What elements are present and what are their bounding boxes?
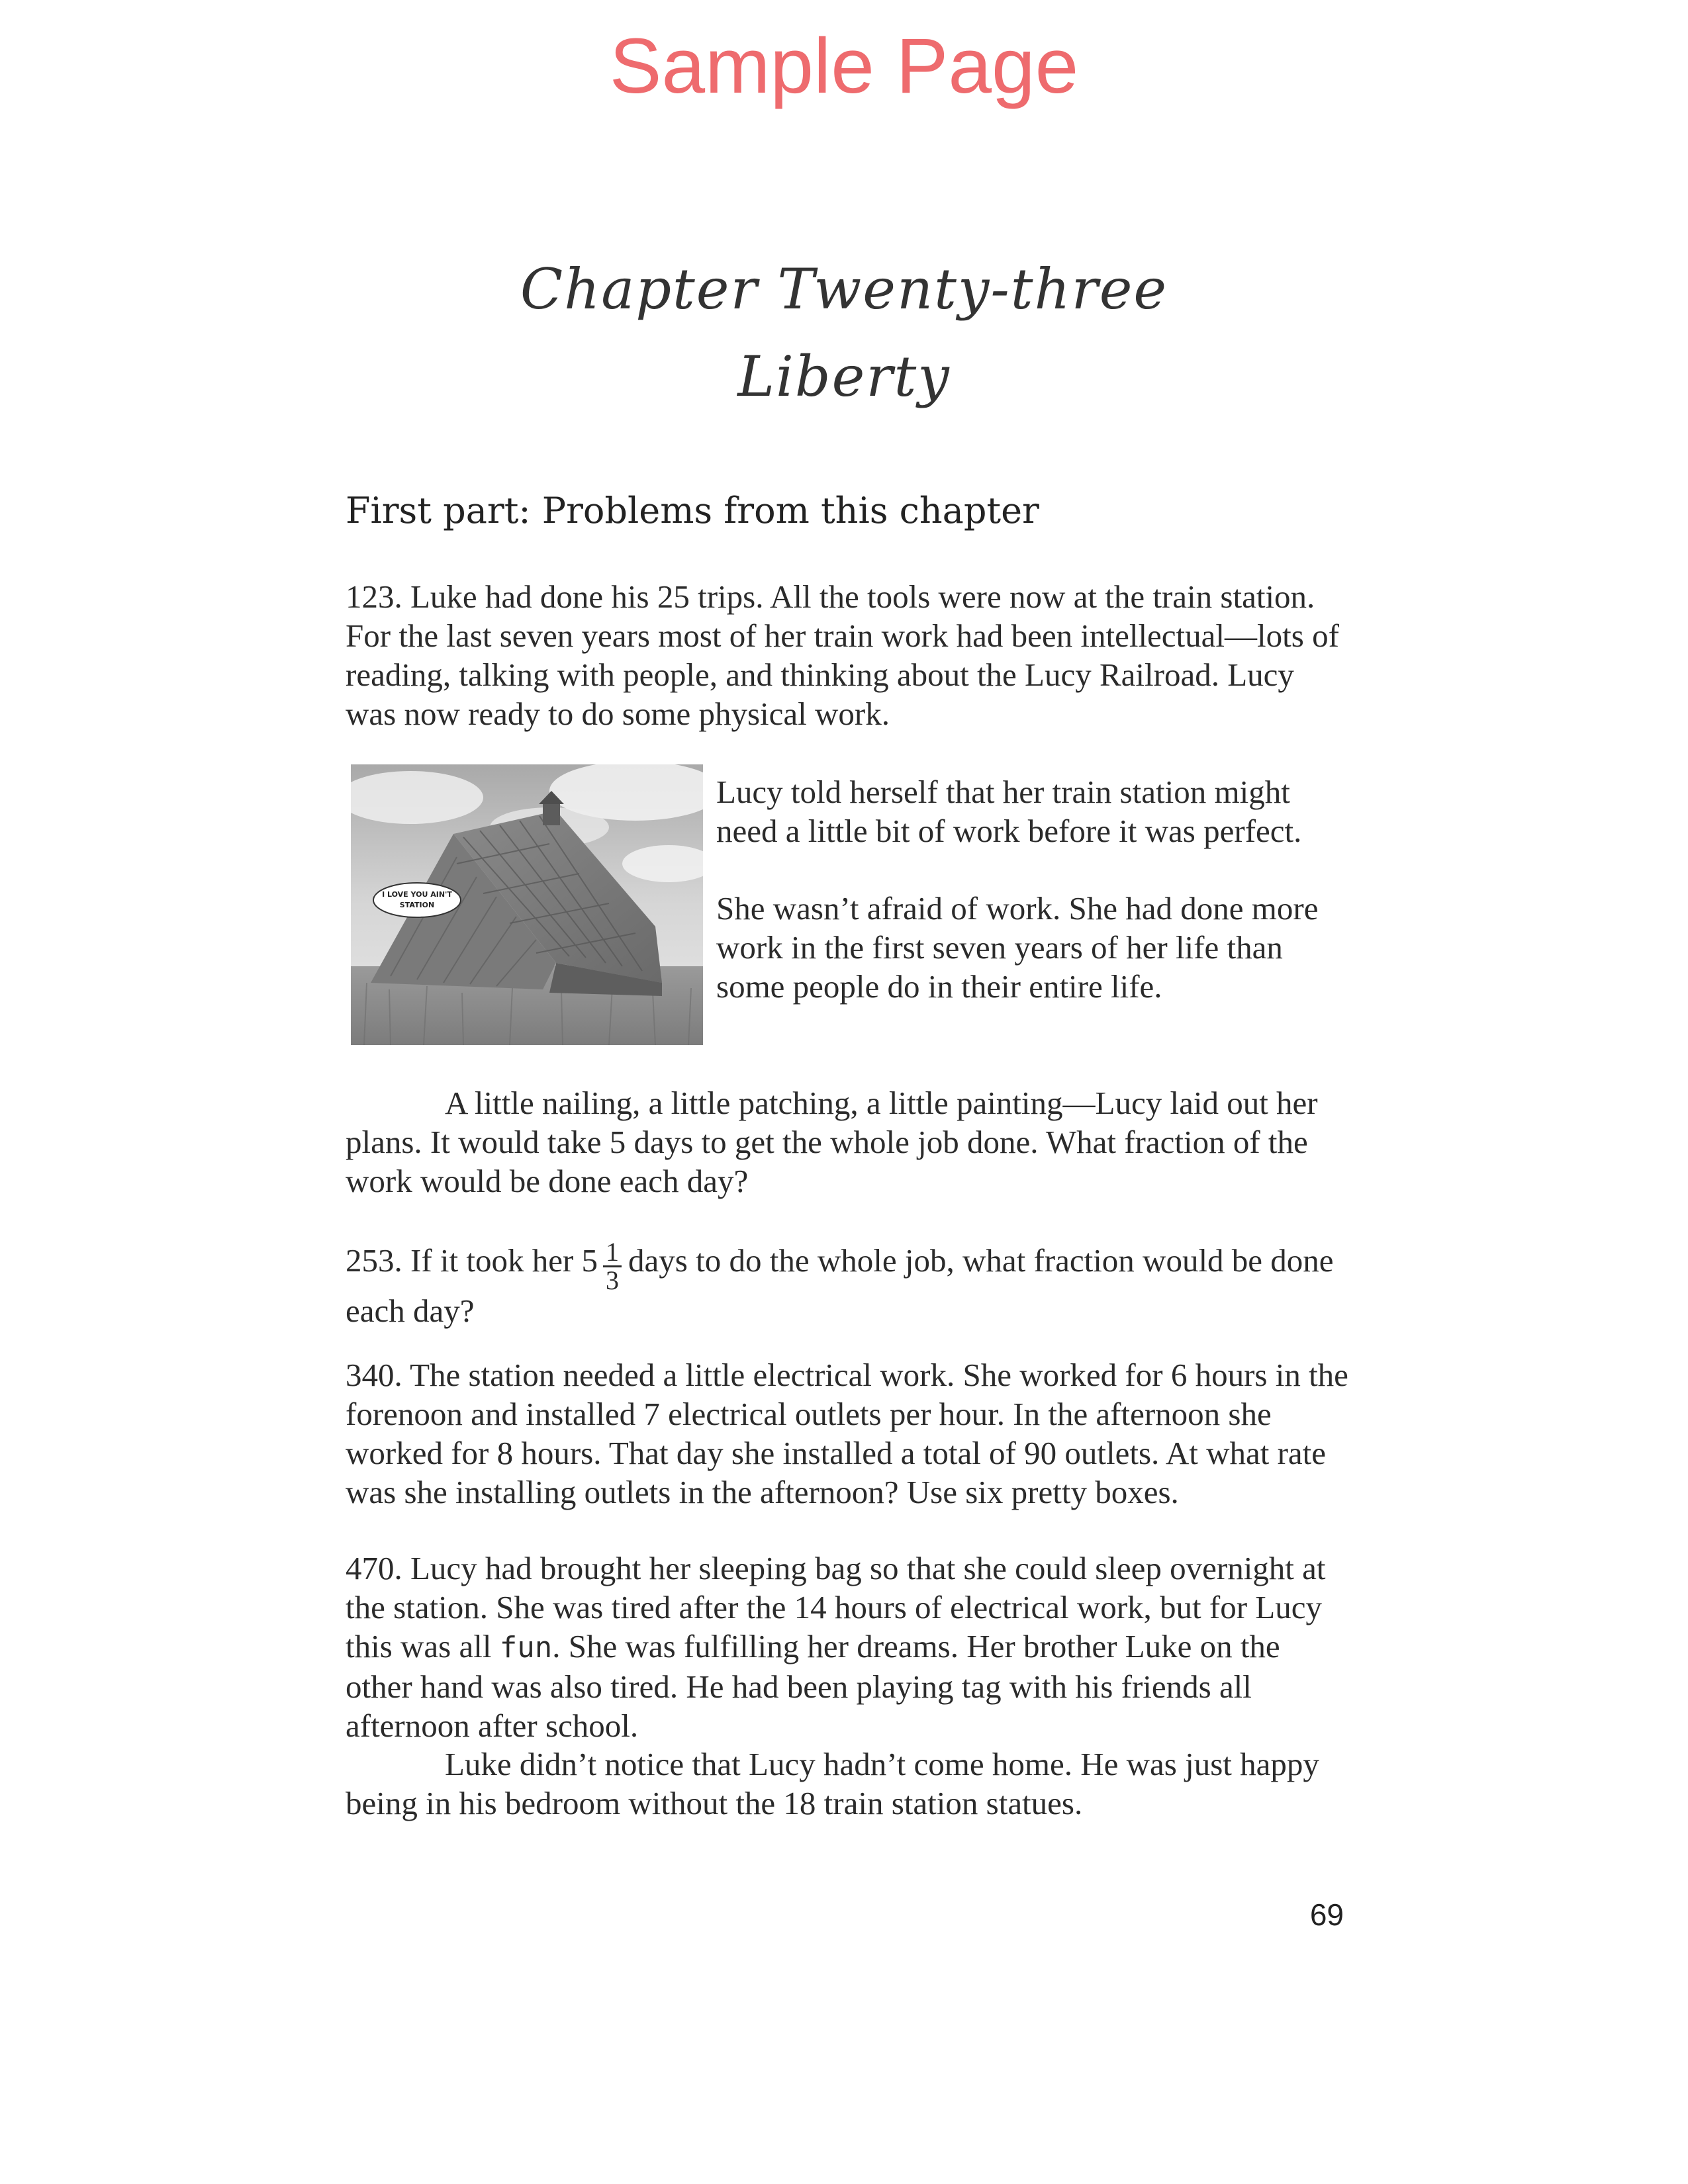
nailing-problem: A little nailing, a little patching, a little painting—Lucy laid out her plans. It would take 5 days to get the whole job done. What fraction of the work would be done each day? (346, 1085, 1318, 1199)
problem-470 (346, 1549, 1352, 1745)
section-heading: First part: Problems from this chapter (346, 490, 1039, 531)
chapter-subtitle: Liberty (737, 344, 951, 409)
problem-470-text-start: 470. Lucy had brought her sleeping bag so that she could sleep overnight at the station. She was tired after the 14 hours of electrical work, but for Lucy this was all (346, 1550, 1326, 1664)
side-text-1: Lucy told herself that her train station might need a little bit of work before it was perfect. (716, 774, 1302, 849)
problem-340: 340. The station needed a little electrical work. She worked for 6 hours in the forenoon and installed 7 electrical outlets per hour. In the afternoon she worked for 8 hours. That day she installed a total of 90 outlets. At what rate was she installing outlets in the afternoon? Use six pretty boxes. (346, 1357, 1348, 1510)
page-number: 69 (1309, 1897, 1344, 1932)
fun-handwritten-word: fun (499, 1631, 553, 1664)
svg-text:STATION: STATION (399, 901, 435, 909)
sample-page-watermark: Sample Page (609, 23, 1079, 110)
problem-470-text-end: . She was fulfilling her dreams. Her brother Luke on the other hand was also tired. He had been playing tag with his friends all afternoon after school. (346, 1628, 1280, 1744)
fraction-denominator: 3 (606, 1265, 620, 1295)
fraction-one-third (603, 1239, 622, 1294)
problem-123: 123. Luke had done his 25 trips. All the tools were now at the train station. For the last seven years most of her train work had been intellectual—lots of reading, talking with people, and thinking about the Lucy Railroad. Lucy was now ready to do some physical work. (346, 578, 1339, 732)
fraction-numerator: 1 (603, 1239, 622, 1267)
problem-253-text-start: 253. If it took her 5 (346, 1242, 598, 1279)
problem-253-text-end: days to do the whole job, what fraction would be done each day? (346, 1242, 1334, 1329)
side-text-2: She wasn’t afraid of work. She had done more work in the first seven years of her life than some people do in their entire life. (716, 890, 1319, 1005)
problem-253 (346, 1236, 1352, 1330)
chapter-title: Chapter Twenty-three (520, 257, 1168, 322)
luke-paragraph: Luke didn’t notice that Lucy hadn’t come home. He was just happy being in his bedroom without the 18 train station statues. (346, 1746, 1319, 1821)
barn-image (351, 764, 703, 1045)
svg-text:I LOVE YOU AIN'T: I LOVE YOU AIN'T (382, 890, 452, 899)
